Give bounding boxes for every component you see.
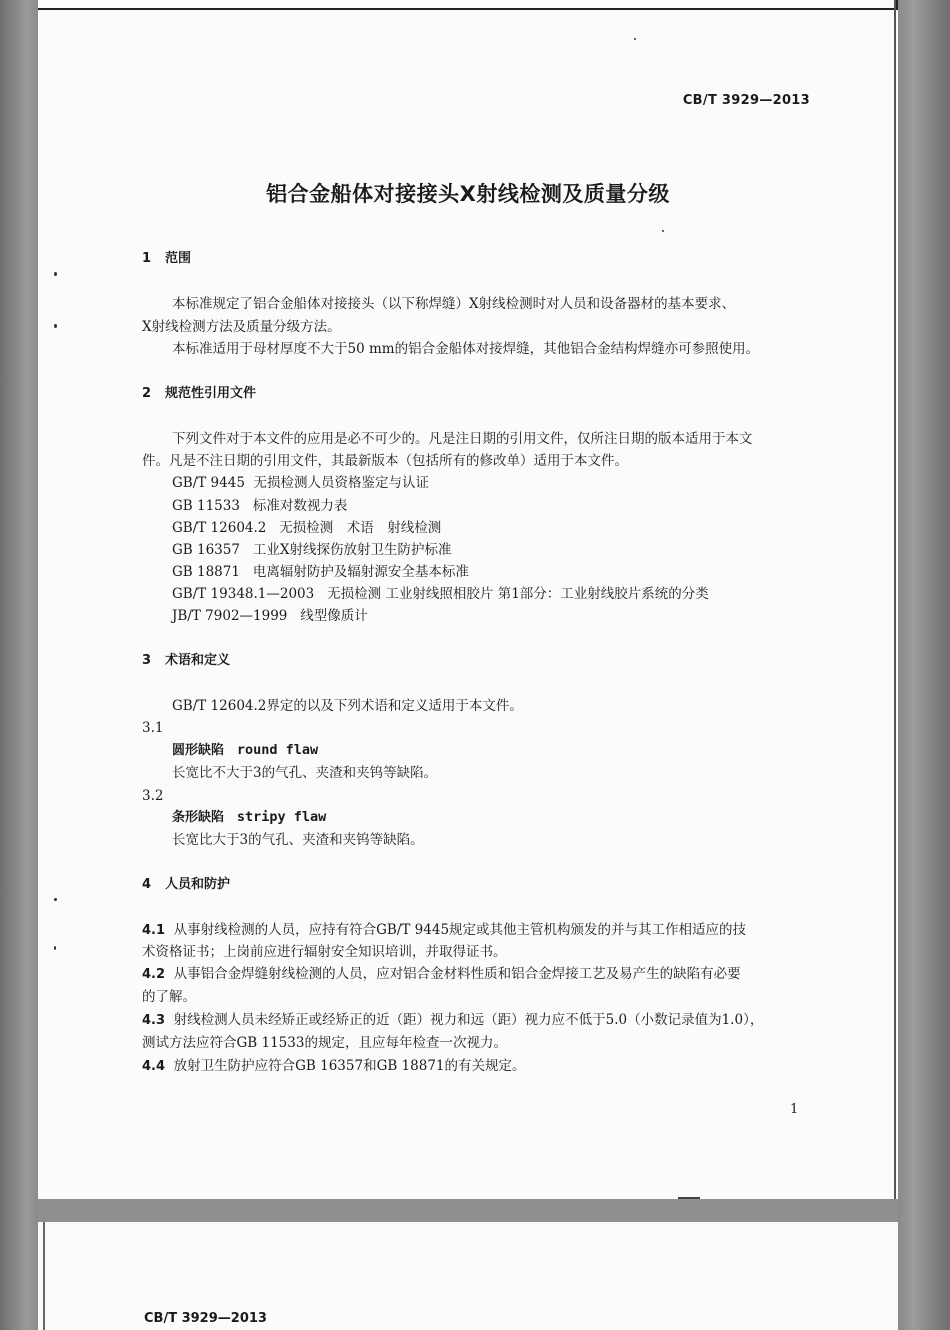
section-4-heading (142, 876, 230, 894)
clause-continuation: 的了解。 (142, 989, 196, 1005)
reference-code: GB 11533 (172, 498, 240, 514)
clause-number: 4.3 (142, 1013, 166, 1028)
document-page-1 (38, 0, 898, 1199)
scan-speck (54, 324, 57, 328)
term-heading (172, 741, 318, 760)
section-number: 2 (142, 386, 152, 401)
reference-title: 无损检测 术语 射线检测 (279, 520, 442, 536)
clause-item (142, 1011, 763, 1030)
reference-item (172, 519, 441, 537)
clause-continuation: 术资格证书；上岗前应进行辐射安全知识培训，并取得证书。 (142, 944, 507, 960)
reference-title: 工业X射线探伤放射卫生防护标准 (252, 542, 452, 558)
term-definition: 长宽比大于3的气孔、夹渣和夹钨等缺陷。 (172, 832, 424, 848)
term-chinese: 条形缺陷 (172, 810, 225, 825)
section-title: 范围 (165, 251, 192, 266)
clause-item (142, 965, 741, 984)
section-title: 规范性引用文件 (165, 386, 257, 401)
term-heading (172, 808, 326, 827)
clause-number: 4.4 (142, 1059, 166, 1074)
left-margin-shadow (0, 0, 38, 1330)
document-page-2 (38, 1222, 898, 1330)
reference-code: JB/T 7902—1999 (172, 608, 288, 624)
clause-text: 从事射线检测的人员，应持有符合GB/T 9445规定或其他主管机构颁发的并与其工作相适应的技 (173, 922, 747, 938)
reference-item (172, 607, 368, 625)
clause-text: 从事铝合金焊缝射线检测的人员，应对铝合金材料性质和铝合金焊接工艺及易产生的缺陷有必要 (173, 966, 741, 982)
reference-item (172, 474, 429, 492)
paragraph-line: 件。凡是不注日期的引用文件，其最新版本（包括所有的修改单）适用于本文件。 (142, 453, 628, 469)
standard-code-header: CB/T 3929—2013 (682, 93, 810, 108)
section-1-heading (142, 250, 191, 268)
page-border-left (43, 1222, 45, 1330)
term-definition: 长宽比不大于3的气孔、夹渣和夹钨等缺陷。 (172, 765, 438, 781)
scan-speck (54, 272, 57, 276)
paragraph-line: 本标准规定了铝合金船体对接接头（以下称焊缝）X射线检测时对人员和设备器材的基本要求、 (172, 296, 736, 312)
paragraph-line: 本标准适用于母材厚度不大于50 mm的铝合金船体对接焊缝，其他铝合金结构焊缝亦可参照使用。 (172, 341, 760, 357)
term-chinese: 圆形缺陷 (172, 743, 225, 758)
reference-title: 标准对数视力表 (252, 498, 348, 514)
clause-continuation: 测试方法应符合GB 11533的规定，且应每年检查一次视力。 (142, 1035, 507, 1051)
clause-item (142, 1057, 526, 1076)
paragraph-line: GB/T 12604.2界定的以及下列术语和定义适用于本文件。 (172, 698, 523, 714)
section-number: 1 (142, 251, 152, 266)
section-title: 术语和定义 (165, 653, 231, 668)
term-number: 3.2 (142, 788, 164, 804)
reference-code: GB 18871 (172, 564, 240, 580)
term-number: 3.1 (142, 720, 164, 736)
clause-item (142, 921, 746, 940)
term-english: stripy flaw (236, 809, 327, 825)
scan-speck (54, 946, 56, 950)
reference-item (172, 541, 451, 559)
scan-speck (634, 38, 636, 40)
standard-code-header: CB/T 3929—2013 (144, 1311, 267, 1326)
scan-speck (662, 230, 664, 232)
reference-code: GB/T 19348.1—2003 (172, 586, 315, 602)
section-number: 3 (142, 653, 152, 668)
reference-code: GB/T 9445 (172, 475, 245, 491)
reference-title: 电离辐射防护及辐射源安全基本标准 (252, 564, 469, 580)
clause-number: 4.1 (142, 923, 166, 938)
reference-item (172, 563, 469, 581)
document-title: 铝合金船体对接接头X射线检测及质量分级 (266, 182, 670, 206)
clause-text: 放射卫生防护应符合GB 16357和GB 18871的有关规定。 (173, 1058, 526, 1074)
page-number: 1 (790, 1102, 799, 1117)
paragraph-line: X射线检测方法及质量分级方法。 (142, 319, 341, 335)
reference-item (172, 497, 347, 515)
scan-speck (54, 898, 57, 901)
paragraph-line: 下列文件对于本文件的应用是必不可少的。凡是注日期的引用文件，仅所注日期的版本适用于本文 (172, 431, 753, 447)
section-number: 4 (142, 877, 152, 892)
reference-code: GB 16357 (172, 542, 240, 558)
clause-number: 4.2 (142, 967, 166, 982)
section-3-heading (142, 652, 230, 670)
reference-title: 无损检测 工业射线照相胶片 第1部分：工业射线胶片系统的分类 (327, 586, 709, 602)
section-title: 人员和防护 (165, 877, 231, 892)
reference-title: 线型像质计 (300, 608, 368, 624)
section-2-heading (142, 385, 256, 403)
reference-code: GB/T 12604.2 (172, 520, 267, 536)
page-border-top (38, 0, 898, 10)
reference-item (172, 585, 709, 603)
term-english: round flaw (236, 742, 319, 758)
right-margin-shadow (898, 0, 950, 1330)
reference-title: 无损检测人员资格鉴定与认证 (253, 475, 429, 491)
scan-mark (678, 1197, 700, 1199)
clause-text: 射线检测人员未经矫正或经矫正的近（距）视力和远（距）视力应不低于5.0（小数记录值为1.0）， (173, 1012, 764, 1028)
